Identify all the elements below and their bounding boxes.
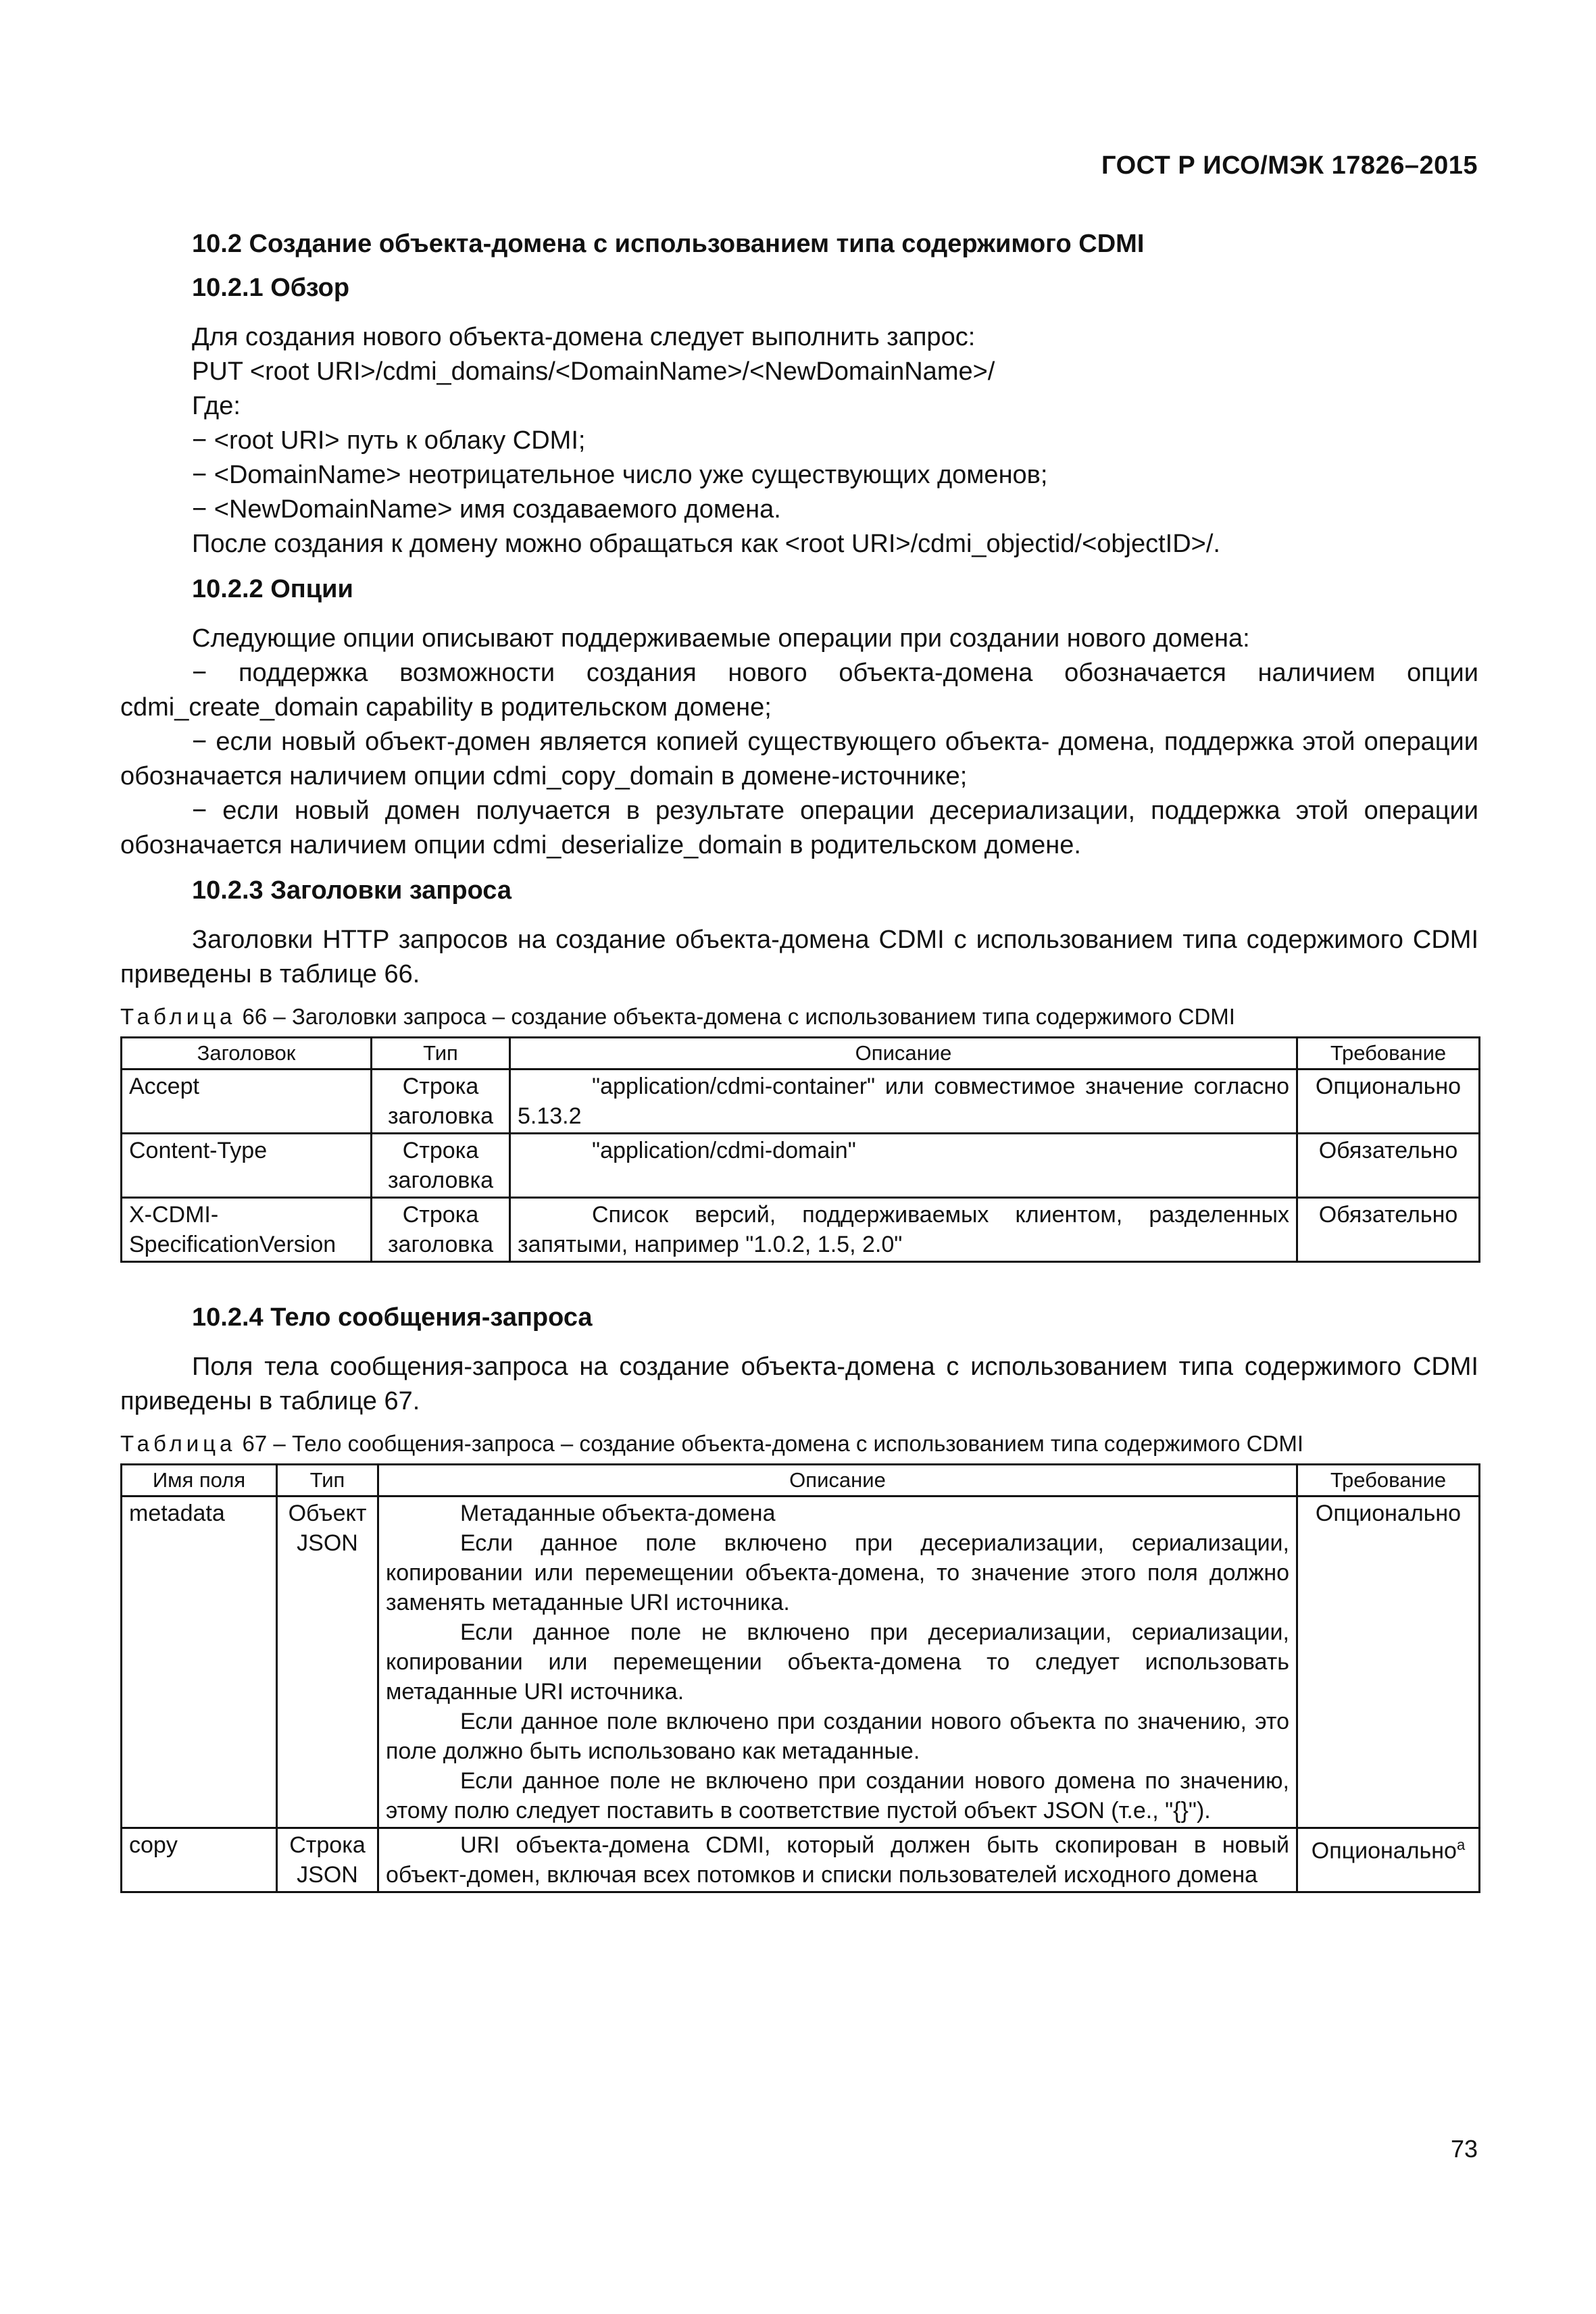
subsection-body-title: 10.2.4 Тело сообщения-запроса bbox=[192, 1303, 593, 1332]
column-header: Тип bbox=[372, 1038, 510, 1070]
cell-description bbox=[510, 1134, 1297, 1198]
overview-line: PUT <root URI>/cdmi_domains/<DomainName>/<NewDomainName>/ bbox=[192, 357, 995, 386]
cell-requirement bbox=[1297, 1828, 1480, 1892]
table-caption-text: 66 – Заголовки запроса – создание объекта-домена с использованием типа содержимого CDMI bbox=[236, 1004, 1235, 1029]
table-row bbox=[122, 1070, 1480, 1134]
column-header: Заголовок bbox=[122, 1038, 372, 1070]
overview-line: − <NewDomainName> имя создаваемого домена. bbox=[192, 495, 781, 524]
column-header: Описание bbox=[378, 1465, 1297, 1496]
headers-paragraph: Заголовки HTTP запросов на создание объекта-домена CDMI с использованием типа содержимого CDMI приведены в таблице 66. bbox=[120, 926, 1478, 988]
column-header: Имя поля bbox=[122, 1465, 277, 1496]
cell-header-name: Accept bbox=[122, 1070, 372, 1134]
cell-header-name: X-CDMI-SpecificationVersion bbox=[122, 1198, 372, 1262]
description-text: Если данное поле включено при десериализации, сериализации, копировании или перемещении объекта-домена, то значение этого поля должно заменять метаданные URI источника. bbox=[386, 1530, 1289, 1615]
table-caption-text: 67 – Тело сообщения-запроса – создание объекта-домена с использованием типа содержимого CDMI bbox=[236, 1431, 1304, 1456]
subsection-headers-title: 10.2.3 Заголовки запроса bbox=[192, 876, 512, 905]
column-header: Требование bbox=[1297, 1038, 1480, 1070]
table-label: Таблица bbox=[120, 1431, 236, 1456]
options-paragraph: − поддержка возможности создания нового объекта-домена обозначается наличием опции cdmi_create_domain capability в родительском домене; bbox=[120, 659, 1478, 722]
table-66-caption bbox=[120, 1004, 1478, 1030]
options-paragraph: − если новый домен получается в результате операции десериализации, поддержка этой операции обозначается наличием опции cdmi_deserialize_domain в родительском домене. bbox=[120, 797, 1478, 859]
overview-line: После создания к домену можно обращаться как <root URI>/cdmi_objectid/<objectID>/. bbox=[192, 530, 1220, 558]
options-text bbox=[120, 622, 1478, 863]
requirement-text: Опционально bbox=[1311, 1838, 1457, 1864]
table-row bbox=[122, 1496, 1480, 1828]
description-text: Если данное поле не включено при создании нового домена по значению, этому полю следует поставить в соответствие пустой объект JSON (т.е., "{}"). bbox=[386, 1768, 1289, 1823]
cell-type: Строка заголовка bbox=[372, 1070, 510, 1134]
page-content bbox=[120, 230, 1478, 1893]
cell-type: Строка JSON bbox=[277, 1828, 378, 1892]
cell-field-name: metadata bbox=[122, 1496, 277, 1828]
table-header-row bbox=[122, 1038, 1480, 1070]
description-text: Если данное поле включено при создании нового объекта по значению, это поле должно быть использовано как метаданные. bbox=[386, 1709, 1289, 1764]
cell-field-name: copy bbox=[122, 1828, 277, 1892]
description-text: URI объекта-домена CDMI, который должен быть скопирован в новый объект-домен, включая всех потомков и списки пользователей исходного домена bbox=[386, 1832, 1289, 1888]
description-text: "application/cdmi-container" или совместимое значение согласно 5.13.2 bbox=[518, 1074, 1289, 1129]
cell-description bbox=[510, 1070, 1297, 1134]
overview-line: Для создания нового объекта-домена следует выполнить запрос: bbox=[192, 323, 976, 351]
table-67 bbox=[120, 1463, 1480, 1893]
table-row bbox=[122, 1198, 1480, 1262]
overview-line: − <root URI> путь к облаку CDMI; bbox=[192, 426, 586, 455]
standard-number: ГОСТ Р ИСО/МЭК 17826–2015 bbox=[1101, 151, 1478, 180]
overview-line: − <DomainName> неотрицательное число уже существующих доменов; bbox=[192, 461, 1048, 489]
column-header: Описание bbox=[510, 1038, 1297, 1070]
table-67-caption bbox=[120, 1431, 1478, 1457]
cell-description bbox=[510, 1198, 1297, 1262]
table-66 bbox=[120, 1036, 1480, 1263]
description-text: Список версий, поддерживаемых клиентом, разделенных запятыми, например "1.0.2, 1.5, 2.0" bbox=[518, 1202, 1289, 1257]
overview-text bbox=[120, 320, 1478, 561]
table-label: Таблица bbox=[120, 1004, 236, 1029]
table-row bbox=[122, 1134, 1480, 1198]
description-text: Если данное поле не включено при десериализации, сериализации, копировании или перемещении объекта-домена то следует использовать метаданные URI источника. bbox=[386, 1619, 1289, 1705]
overview-line: Где: bbox=[192, 392, 241, 420]
cell-type: Объект JSON bbox=[277, 1496, 378, 1828]
cell-type: Строка заголовка bbox=[372, 1198, 510, 1262]
column-header: Тип bbox=[277, 1465, 378, 1496]
cell-description bbox=[378, 1496, 1297, 1828]
table-row bbox=[122, 1828, 1480, 1892]
page-number: 73 bbox=[1450, 2135, 1478, 2163]
cell-requirement: Обязательно bbox=[1297, 1134, 1480, 1198]
cell-header-name: Content-Type bbox=[122, 1134, 372, 1198]
column-header: Требование bbox=[1297, 1465, 1480, 1496]
footnote-marker: a bbox=[1456, 1836, 1466, 1853]
cell-type: Строка заголовка bbox=[372, 1134, 510, 1198]
subsection-overview-title: 10.2.1 Обзор bbox=[192, 274, 350, 302]
cell-requirement: Обязательно bbox=[1297, 1198, 1480, 1262]
cell-requirement: Опционально bbox=[1297, 1496, 1480, 1828]
options-paragraph: − если новый объект-домен является копией существующего объекта- домена, поддержка этой операции обозначается наличием опции cdmi_copy_domain в домене-источнике; bbox=[120, 728, 1478, 790]
description-text: Метаданные объекта-домена bbox=[460, 1501, 776, 1526]
body-paragraph: Поля тела сообщения-запроса на создание объекта-домена с использованием типа содержимого CDMI приведены в таблице 67. bbox=[120, 1353, 1478, 1415]
table-header-row bbox=[122, 1465, 1480, 1496]
section-title: 10.2 Создание объекта-домена с использованием типа содержимого CDMI bbox=[192, 230, 1145, 258]
cell-description bbox=[378, 1828, 1297, 1892]
subsection-options-title: 10.2.2 Опции bbox=[192, 575, 353, 603]
options-paragraph: Следующие опции описывают поддерживаемые операции при создании нового домена: bbox=[192, 624, 1250, 653]
cell-requirement: Опционально bbox=[1297, 1070, 1480, 1134]
description-text: "application/cdmi-domain" bbox=[592, 1138, 856, 1163]
